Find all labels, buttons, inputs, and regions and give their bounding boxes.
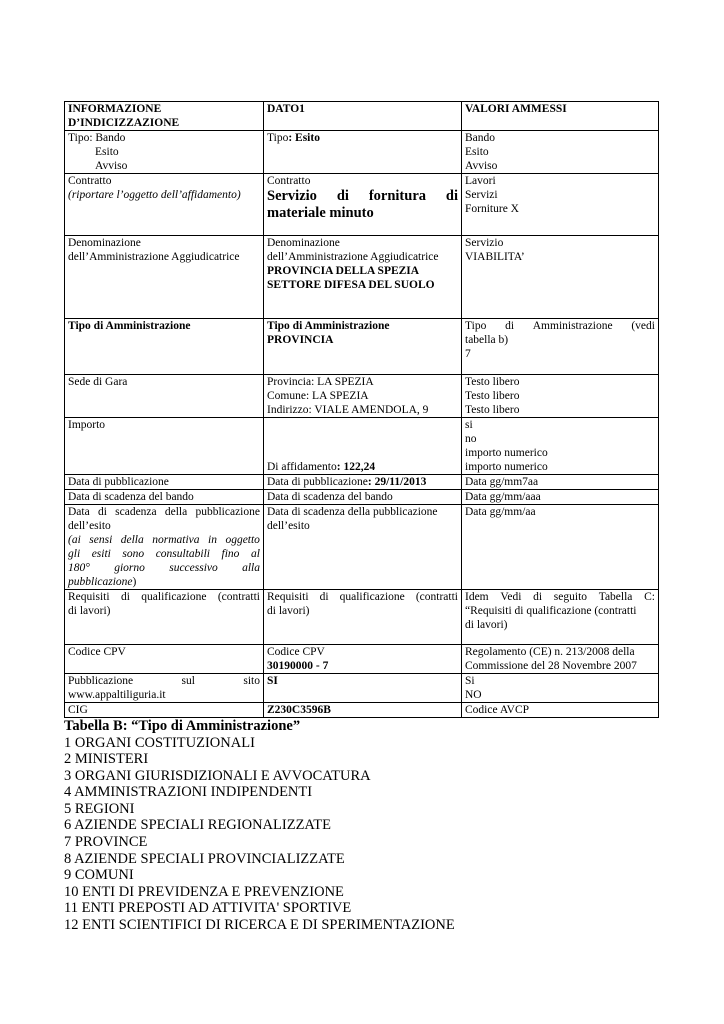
word: Requisiti bbox=[267, 591, 309, 603]
contratto-dato-label: Contratto bbox=[267, 175, 311, 187]
text-line: Indirizzo: VIALE AMENDOLA, 9 bbox=[267, 404, 429, 416]
denominazione-valori-cell bbox=[462, 236, 659, 319]
text-line: Commissione del 28 Novembre 2007 bbox=[465, 660, 637, 672]
table-row-tipo-amministrazione bbox=[65, 319, 659, 375]
list-item: 11 ENTI PREPOSTI AD ATTIVITA' SPORTIVE bbox=[64, 900, 352, 917]
text-line: Denominazione bbox=[68, 237, 141, 249]
tipo-label: Tipo bbox=[267, 132, 289, 144]
tipo-value: : Esito bbox=[288, 132, 320, 144]
word: (contratti bbox=[415, 591, 458, 603]
tipo-option: Avviso bbox=[95, 160, 128, 172]
text-line: Testo libero bbox=[465, 376, 520, 388]
word: Idem bbox=[465, 591, 489, 603]
cpv-info-cell: Codice CPV bbox=[65, 645, 264, 674]
text-line: “Requisiti di qualificazione (contratti bbox=[465, 605, 637, 617]
word: di bbox=[445, 188, 458, 204]
word: fino bbox=[221, 548, 240, 560]
denominazione-value: PROVINCIA DELLA SPEZIA bbox=[267, 265, 420, 277]
scad-pub-valori-cell: Data gg/mm/aa bbox=[462, 505, 659, 590]
sede-valori-cell bbox=[462, 375, 659, 418]
valore-item: Servizi bbox=[465, 189, 498, 201]
word: pubblicazione bbox=[195, 506, 260, 518]
sede-info-cell: Sede di Gara bbox=[65, 375, 264, 418]
tipo-amm-info-cell: Tipo di Amministrazione bbox=[65, 319, 264, 375]
table-row-contratto bbox=[65, 174, 659, 236]
word: Servizio bbox=[267, 188, 317, 204]
word: della bbox=[120, 534, 144, 546]
word: in bbox=[208, 534, 217, 546]
list-item: 10 ENTI DI PREVIDENZA E PREVENZIONE bbox=[64, 883, 344, 900]
data-pub-label: Data di pubblicazione bbox=[267, 476, 368, 488]
tipo-amm-dato-cell bbox=[264, 319, 462, 375]
contratto-value-line1 bbox=[267, 188, 458, 205]
word: 180° bbox=[68, 562, 90, 574]
contratto-value-line2: materiale minuto bbox=[267, 205, 374, 221]
requisiti-dato-cell bbox=[264, 590, 462, 645]
list-item: 12 ENTI SCIENTIFICI DI RICERCA E DI SPERIMENTAZIONE bbox=[64, 917, 455, 934]
text-line: Comune: LA SPEZIA bbox=[267, 390, 369, 402]
list-item: 5 REGIONI bbox=[64, 800, 135, 817]
pub-sito-valori-cell bbox=[462, 674, 659, 703]
word: giorno bbox=[114, 562, 145, 574]
requisiti-valori-cell bbox=[462, 590, 659, 645]
justified-line bbox=[465, 590, 655, 604]
justified-line bbox=[465, 319, 655, 333]
tipo-valori-cell bbox=[462, 131, 659, 174]
importo-value: : 122,24 bbox=[336, 461, 376, 473]
word: pubblicazione bbox=[68, 576, 133, 588]
list-item: 6 AZIENDE SPECIALI REGIONALIZZATE bbox=[64, 817, 332, 834]
indexing-table bbox=[64, 101, 659, 718]
word: Requisiti bbox=[68, 591, 110, 603]
scad-pub-dato-cell bbox=[264, 505, 462, 590]
header-valori-ammessi: VALORI AMMESSI bbox=[462, 102, 659, 131]
table-row-cig bbox=[65, 703, 659, 718]
data-pub-value: : 29/11/2013 bbox=[367, 476, 427, 488]
text-line: Denominazione bbox=[267, 237, 340, 249]
word: normativa bbox=[152, 534, 200, 546]
justified-line bbox=[68, 674, 260, 688]
tipo-amm-valori-cell bbox=[462, 319, 659, 375]
importo-dato-cell bbox=[264, 418, 462, 475]
importo-info-cell: Importo bbox=[65, 418, 264, 475]
list-item: 9 COMUNI bbox=[64, 867, 134, 884]
text-line: Servizio bbox=[465, 237, 504, 249]
word: (ai bbox=[68, 534, 81, 546]
denominazione-dato-cell bbox=[264, 236, 462, 319]
text-line: dell’Amministrazione Aggiudicatrice bbox=[267, 251, 439, 263]
header-informazione: INFORMAZIONE D’INDICIZZAZIONE bbox=[65, 102, 264, 131]
word: sul bbox=[181, 675, 195, 687]
text-line: si bbox=[465, 419, 473, 431]
cpv-dato-cell bbox=[264, 645, 462, 674]
word: di bbox=[319, 591, 329, 603]
justified-line bbox=[68, 533, 260, 547]
contratto-label: Contratto bbox=[68, 175, 112, 187]
valore-item: Bando bbox=[465, 132, 496, 144]
text-line: 7 bbox=[465, 348, 471, 360]
table-row-data-pubblicazione bbox=[65, 475, 659, 490]
word: sono bbox=[122, 548, 145, 560]
tabella-b-title: Tabella B: “Tipo di Amministrazione” bbox=[64, 718, 301, 734]
contratto-valori-cell bbox=[462, 174, 659, 236]
text-line: no bbox=[465, 433, 477, 445]
header-dato1: DATO1 bbox=[264, 102, 462, 131]
requisiti-info-cell bbox=[65, 590, 264, 645]
word: qualificazione bbox=[339, 591, 405, 603]
word: oggetto bbox=[225, 534, 260, 546]
denominazione-info-cell bbox=[65, 236, 264, 319]
cig-dato-cell: Z230C3596B bbox=[264, 703, 462, 718]
importo-valori-cell bbox=[462, 418, 659, 475]
data-scad-dato-cell: Data di scadenza del bando bbox=[264, 490, 462, 505]
contratto-note: (riportare l’oggetto dell’affidamento) bbox=[68, 189, 241, 201]
word: Vedi bbox=[500, 591, 522, 603]
contratto-info-cell bbox=[65, 174, 264, 236]
text-line: Tipo di Amministrazione bbox=[267, 320, 390, 332]
word: di bbox=[533, 591, 543, 603]
text-line: Codice CPV bbox=[267, 646, 325, 658]
justified-line bbox=[68, 547, 260, 561]
word: sensi bbox=[89, 534, 113, 546]
pub-sito-info-cell bbox=[65, 674, 264, 703]
data-scad-info-cell: Data di scadenza del bando bbox=[65, 490, 264, 505]
word: al bbox=[250, 548, 260, 560]
text-line: di lavori) bbox=[68, 605, 111, 617]
text-line: Data di scadenza della pubblicazione bbox=[267, 506, 438, 518]
text-line: tabella b) bbox=[465, 334, 509, 346]
word: sito bbox=[243, 675, 260, 687]
text-line: Testo libero bbox=[465, 390, 520, 402]
word: Data bbox=[68, 506, 90, 518]
valore-item: Avviso bbox=[465, 160, 498, 172]
importo-label: Di affidamento bbox=[267, 461, 337, 473]
word: C: bbox=[644, 591, 655, 603]
word: consultabili bbox=[155, 548, 210, 560]
text-line: di lavori) bbox=[465, 619, 508, 631]
word: di bbox=[120, 591, 130, 603]
text-line: VIABILITA’ bbox=[465, 251, 525, 263]
text-line: Si bbox=[465, 675, 475, 687]
data-pub-valori-cell: Data gg/mm7aa bbox=[462, 475, 659, 490]
document-page bbox=[64, 101, 658, 934]
word: seguito bbox=[553, 591, 588, 603]
table-row-tipo bbox=[65, 131, 659, 174]
justified-line bbox=[68, 561, 260, 575]
tipo-dato-cell bbox=[264, 131, 462, 174]
text-line bbox=[68, 575, 260, 589]
denominazione-settore: SETTORE DIFESA DEL SUOLO bbox=[267, 279, 435, 291]
contratto-dato-cell bbox=[264, 174, 462, 236]
cig-info-cell: CIG bbox=[65, 703, 264, 718]
table-row-cpv bbox=[65, 645, 659, 674]
list-item: 4 AMMINISTRAZIONI INDIPENDENTI bbox=[64, 784, 313, 801]
table-row-scadenza-pubblicazione bbox=[65, 505, 659, 590]
text-line: Regolamento (CE) n. 213/2008 della bbox=[465, 646, 635, 658]
table-header-row bbox=[65, 102, 659, 131]
site-url: www.appaltiliguria.it bbox=[68, 689, 166, 701]
word: successivo bbox=[169, 562, 218, 574]
table-row-denominazione bbox=[65, 236, 659, 319]
pub-sito-dato-cell: SI bbox=[264, 674, 462, 703]
word: alla bbox=[242, 562, 260, 574]
word: di bbox=[97, 506, 107, 518]
word: Tipo bbox=[465, 320, 487, 332]
list-item: 7 PROVINCE bbox=[64, 834, 148, 851]
tipo-info-cell bbox=[65, 131, 264, 174]
word: gli bbox=[68, 548, 81, 560]
cig-valori-cell: Codice AVCP bbox=[462, 703, 659, 718]
word: scadenza bbox=[115, 506, 157, 518]
justified-line bbox=[68, 590, 260, 604]
word: qualificazione bbox=[141, 591, 207, 603]
text-line: dell’esito bbox=[68, 520, 111, 532]
text-line: dell’esito bbox=[267, 520, 310, 532]
table-row-pubblicazione-sito bbox=[65, 674, 659, 703]
word: Pubblicazione bbox=[68, 675, 134, 687]
valore-item: Lavori bbox=[465, 175, 496, 187]
valore-item: Forniture X bbox=[465, 203, 519, 215]
table-row-requisiti bbox=[65, 590, 659, 645]
tipo-option: Esito bbox=[95, 146, 119, 158]
word: fornitura bbox=[368, 188, 426, 204]
text-line: importo numerico bbox=[465, 447, 548, 459]
valore-item: Esito bbox=[465, 146, 489, 158]
justified-line bbox=[267, 590, 458, 604]
tabella-b bbox=[64, 718, 658, 934]
word: esiti bbox=[91, 548, 111, 560]
text-line: Provincia: LA SPEZIA bbox=[267, 376, 374, 388]
tipo-option: Tipo: Bando bbox=[68, 132, 126, 144]
text-line: Testo libero bbox=[465, 404, 520, 416]
word: Amministrazione bbox=[532, 320, 613, 332]
sede-dato-cell bbox=[264, 375, 462, 418]
data-scad-valori-cell: Data gg/mm/aaa bbox=[462, 490, 659, 505]
table-row-data-scadenza bbox=[65, 490, 659, 505]
table-row-importo bbox=[65, 418, 659, 475]
word: ) bbox=[132, 576, 137, 588]
word: Tabella bbox=[598, 591, 633, 603]
list-item: 1 ORGANI COSTITUZIONALI bbox=[64, 734, 255, 751]
text-line: dell’Amministrazione Aggiudicatrice bbox=[68, 251, 240, 263]
text-line: importo numerico bbox=[465, 461, 548, 473]
table-row-sede bbox=[65, 375, 659, 418]
text-line: di lavori) bbox=[267, 605, 310, 617]
word: (contratti bbox=[217, 591, 260, 603]
data-pub-dato-cell bbox=[264, 475, 462, 490]
list-item: 2 MINISTERI bbox=[64, 751, 149, 768]
list-item: 3 ORGANI GIURISDIZIONALI E AVVOCATURA bbox=[64, 767, 371, 784]
data-pub-info-cell: Data di pubblicazione bbox=[65, 475, 264, 490]
text-line: NO bbox=[465, 689, 482, 701]
list-item: 8 AZIENDE SPECIALI PROVINCIALIZZATE bbox=[64, 850, 345, 867]
justified-line bbox=[68, 505, 260, 519]
cpv-value: 30190000 - 7 bbox=[267, 660, 329, 672]
word: (vedi bbox=[631, 320, 655, 332]
word: della bbox=[164, 506, 188, 518]
tipo-amm-value: PROVINCIA bbox=[267, 334, 334, 346]
scad-pub-info-cell bbox=[65, 505, 264, 590]
word: di bbox=[336, 188, 349, 204]
word: di bbox=[505, 320, 515, 332]
cpv-valori-cell bbox=[462, 645, 659, 674]
